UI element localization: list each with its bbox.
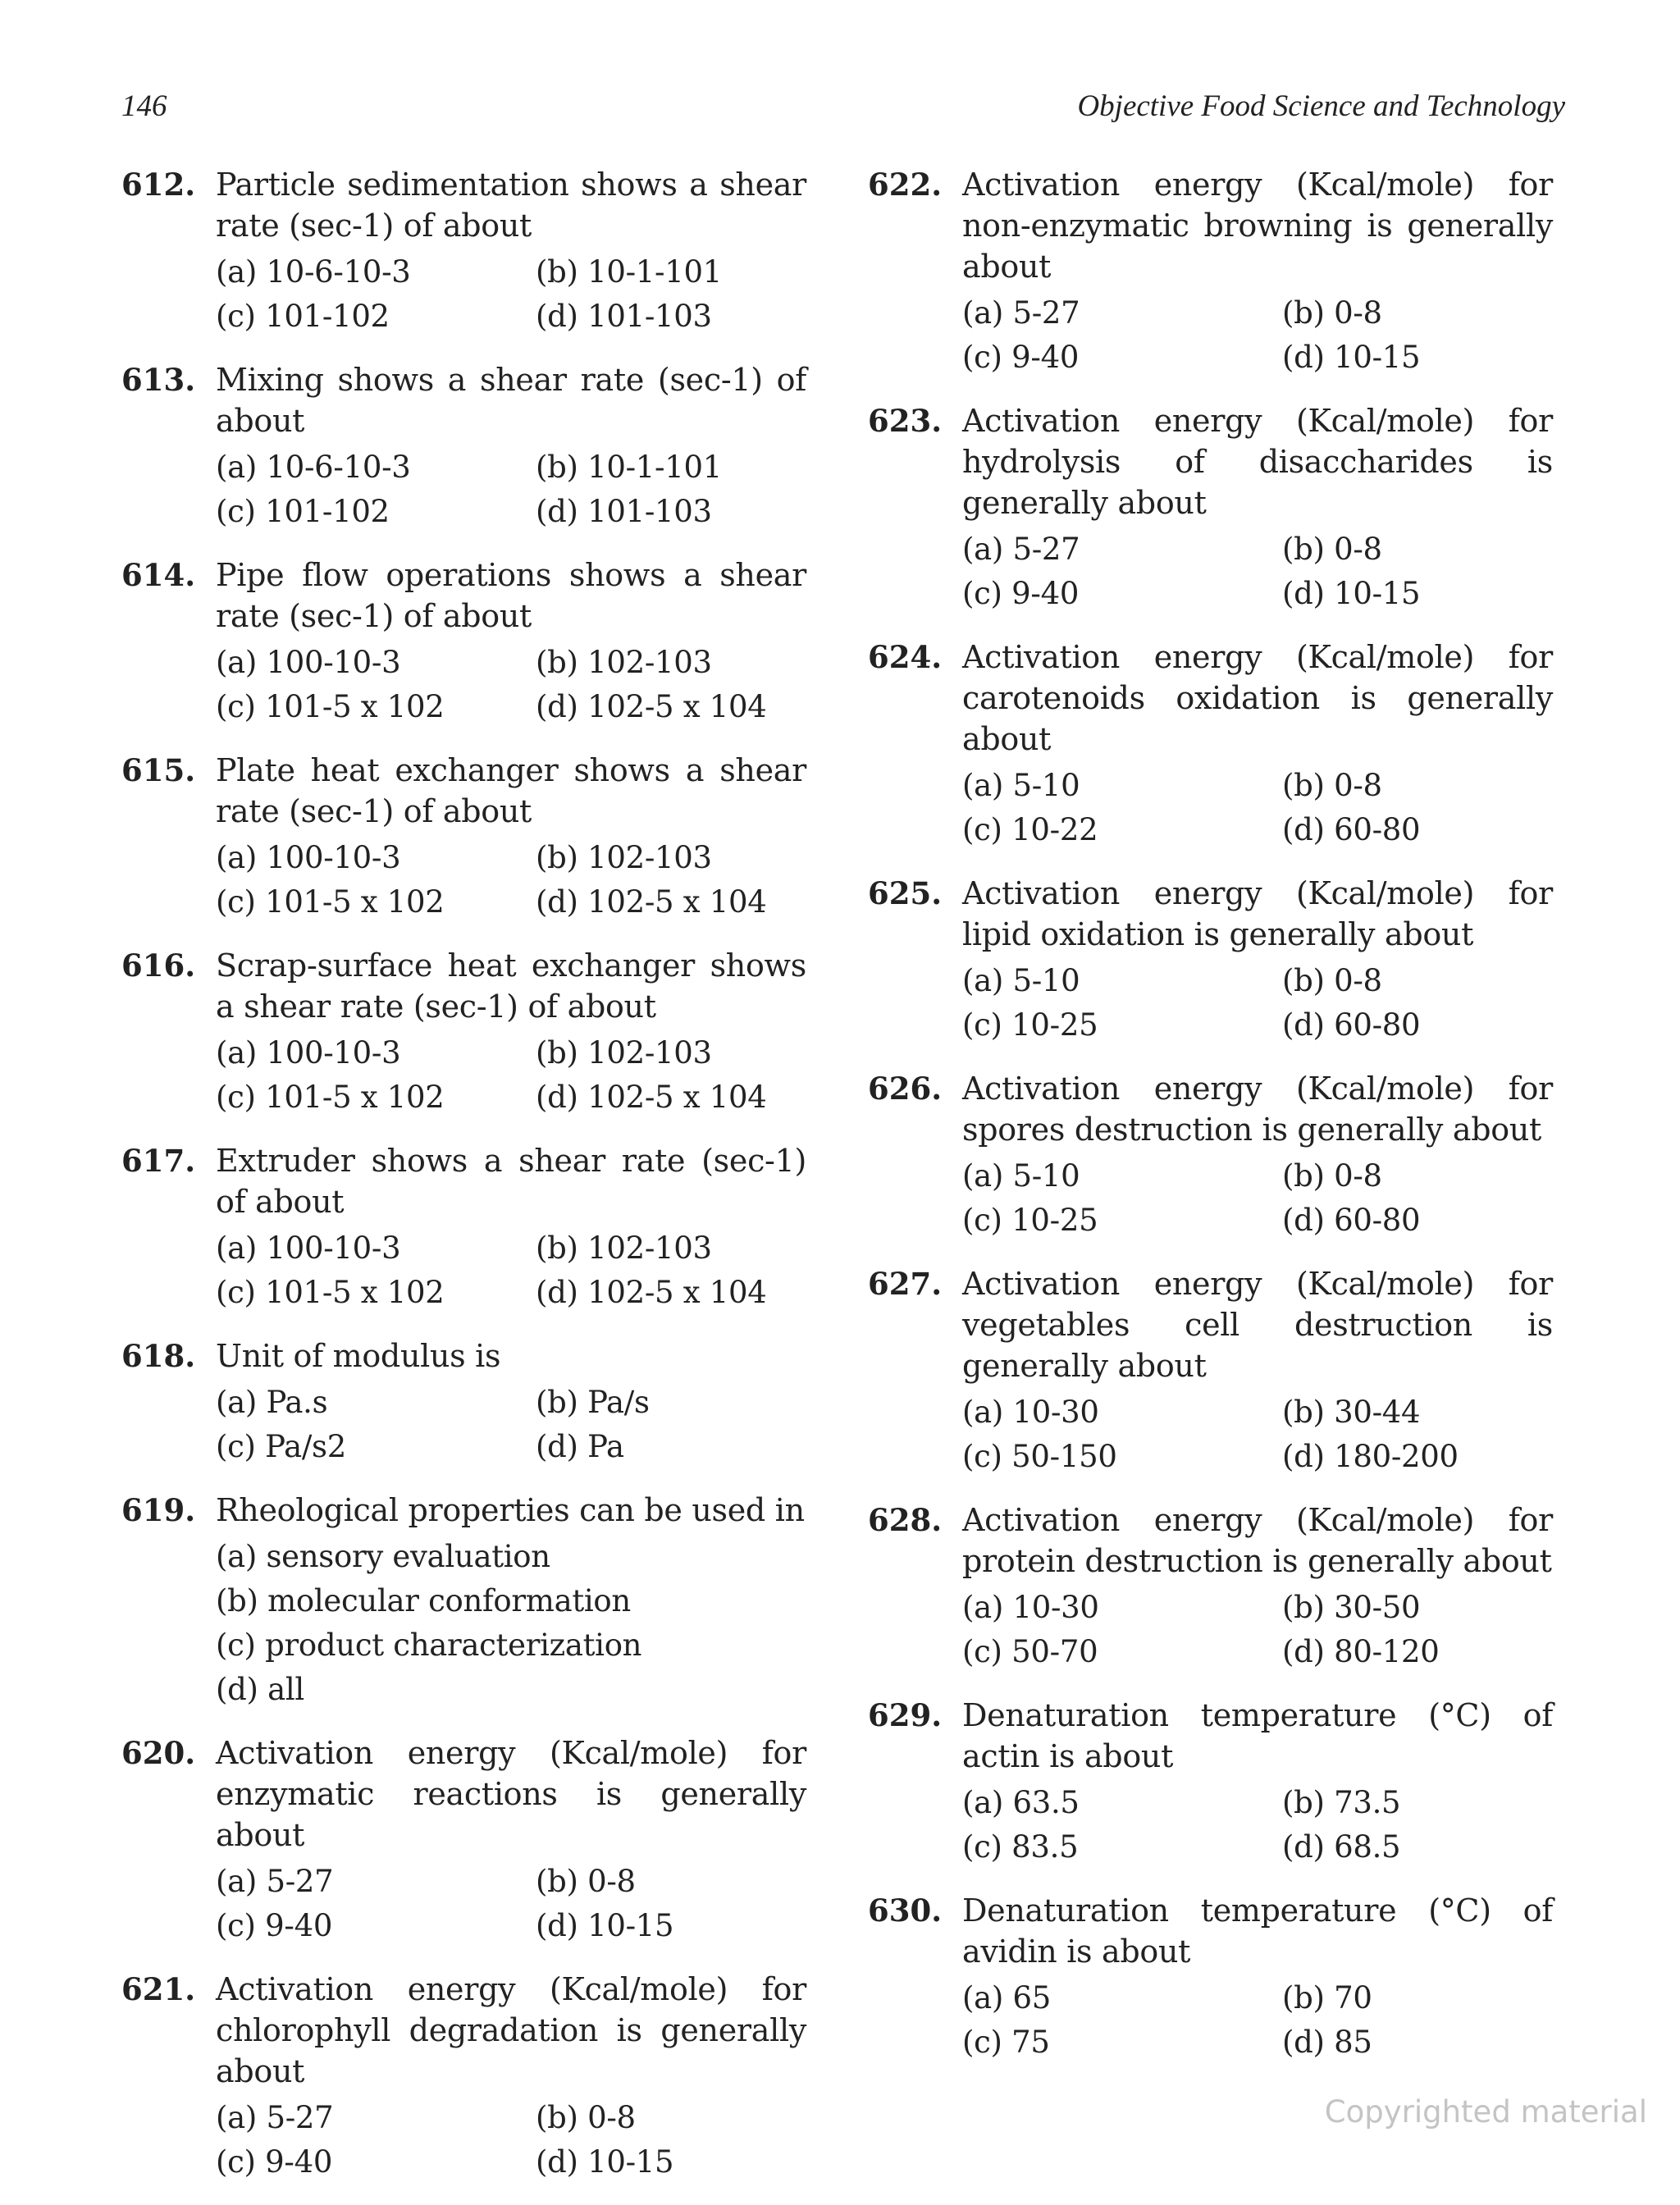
answer-option: (a) 10-30: [962, 1590, 1099, 1625]
question-617: [121, 1140, 806, 1314]
answer-options: [962, 1155, 1553, 1242]
right-column: [868, 164, 1553, 2085]
answer-option: (b) 0-8: [1282, 963, 1382, 998]
answer-option: (a) 100-10-3: [216, 1230, 401, 1266]
question-number: 628.: [868, 1502, 943, 1538]
answer-option: (b) 10-1-101: [536, 450, 722, 485]
answer-option: (c) 9-40: [962, 340, 1080, 375]
question-text: Denaturation temperature (°C) of actin is about: [962, 1697, 1553, 1774]
question-text: Plate heat exchanger shows a shear rate (sec-1) of about: [216, 752, 806, 829]
answer-option: (a) Pa.s: [216, 1385, 328, 1420]
question-text: Activation energy (Kcal/mole) for carotenoids oxidation is generally about: [962, 639, 1553, 757]
answer-option: (d) 60-80: [1282, 1203, 1421, 1238]
answer-option: (d) 60-80: [1282, 812, 1421, 847]
answer-option: (a) 100-10-3: [216, 840, 401, 875]
question-number: 617.: [121, 1143, 196, 1179]
answer-option: (a) sensory evaluation: [216, 1539, 550, 1574]
answer-option: (c) 101-5 x 102: [216, 689, 445, 724]
running-title: Objective Food Science and Technology: [1077, 89, 1565, 123]
answer-option: (d) 102-5 x 104: [536, 1080, 767, 1115]
answer-option: (b) 102-103: [536, 1035, 712, 1071]
question-number: 623.: [868, 403, 943, 439]
answer-option: (d) 102-5 x 104: [536, 689, 767, 724]
answer-option: (c) 10-25: [962, 1203, 1098, 1238]
answer-option: (c) 83.5: [962, 1829, 1079, 1865]
answer-options: [216, 2097, 806, 2184]
answer-option: (d) Pa: [536, 1429, 624, 1464]
answer-option: (d) 85: [1282, 2025, 1372, 2060]
answer-option: (d) all: [216, 1672, 304, 1707]
answer-option: (d) 101-103: [536, 299, 712, 334]
question-630: [868, 1890, 1553, 2064]
answer-option: (c) 101-5 x 102: [216, 1275, 445, 1310]
answer-option: (b) 0-8: [536, 2100, 636, 2135]
question-text: Pipe flow operations shows a shear rate (sec-1) of about: [216, 557, 806, 634]
answer-option: (c) 10-25: [962, 1007, 1098, 1043]
answer-options: [962, 1782, 1553, 1869]
answer-option: (c) 75: [962, 2025, 1050, 2060]
question-text: Unit of modulus is: [216, 1338, 501, 1374]
answer-option: (a) 5-27: [962, 295, 1080, 331]
question-629: [868, 1695, 1553, 1869]
answer-options: [216, 641, 806, 728]
answer-option: (a) 100-10-3: [216, 645, 401, 680]
question-615: [121, 750, 806, 924]
answer-option: (a) 5-27: [216, 2100, 334, 2135]
answer-options: [962, 1977, 1553, 2064]
question-text: Activation energy (Kcal/mole) for non-enzymatic browning is generally about: [962, 167, 1553, 285]
answer-option: (a) 100-10-3: [216, 1035, 401, 1071]
copyright-watermark: Copyrighted material: [1324, 2094, 1647, 2130]
question-text: Activation energy (Kcal/mole) for spores destruction is generally about: [962, 1071, 1553, 1148]
answer-options: [962, 1586, 1553, 1673]
question-number: 613.: [121, 362, 196, 398]
question-number: 625.: [868, 875, 943, 911]
question-text: Activation energy (Kcal/mole) for protein destruction is generally about: [962, 1502, 1553, 1579]
question-text: Activation energy (Kcal/mole) for vegetables cell destruction is generally about: [962, 1266, 1553, 1384]
answer-option: (b) 102-103: [536, 645, 712, 680]
answer-option: (b) 30-44: [1282, 1395, 1421, 1430]
question-614: [121, 555, 806, 728]
answer-option: (d) 10-15: [1282, 340, 1421, 375]
question-612: [121, 164, 806, 338]
question-text: Extruder shows a shear rate (sec-1) of about: [216, 1143, 806, 1220]
page-number: 146: [121, 89, 167, 123]
answer-option: (d) 68.5: [1282, 1829, 1401, 1865]
answer-option: (a) 5-10: [962, 963, 1080, 998]
left-column: [121, 164, 806, 2205]
answer-option: (b) 0-8: [536, 1864, 636, 1899]
answer-options: [962, 765, 1553, 851]
question-number: 624.: [868, 639, 943, 675]
answer-option: (c) 101-102: [216, 299, 390, 334]
answer-option: (d) 10-15: [536, 2144, 674, 2180]
answer-option: (a) 5-27: [216, 1864, 334, 1899]
answer-option: (a) 10-6-10-3: [216, 254, 411, 290]
answer-option: (b) 102-103: [536, 1230, 712, 1266]
question-619: [121, 1490, 806, 1711]
question-text: Rheological properties can be used in: [216, 1492, 805, 1528]
question-620: [121, 1732, 806, 1947]
question-number: 616.: [121, 947, 196, 984]
answer-options: [216, 1032, 806, 1119]
answer-option: (d) 10-15: [1282, 576, 1421, 611]
answer-option: (d) 101-103: [536, 494, 712, 529]
question-text: Mixing shows a shear rate (sec-1) of about: [216, 362, 806, 439]
answer-option: (c) 9-40: [216, 2144, 333, 2180]
answer-options: [216, 1227, 806, 1314]
answer-option: (b) 73.5: [1282, 1785, 1401, 1820]
question-text: Activation energy (Kcal/mole) for chlorophyll degradation is generally about: [216, 1971, 806, 2089]
question-number: 618.: [121, 1338, 196, 1374]
answer-option: (a) 5-10: [962, 768, 1080, 803]
question-626: [868, 1068, 1553, 1242]
answer-option: (c) 101-5 x 102: [216, 884, 445, 920]
answer-option: (b) 70: [1282, 1980, 1372, 2016]
question-616: [121, 945, 806, 1119]
answer-option: (c) 50-70: [962, 1634, 1098, 1669]
answer-options: [216, 1536, 806, 1711]
answer-option: (c) 9-40: [216, 1908, 333, 1943]
question-number: 627.: [868, 1266, 943, 1302]
answer-option: (a) 65: [962, 1980, 1051, 2016]
answer-option: (a) 10-30: [962, 1395, 1099, 1430]
answer-option: (b) 0-8: [1282, 295, 1382, 331]
question-628: [868, 1500, 1553, 1673]
question-number: 620.: [121, 1735, 196, 1771]
question-number: 612.: [121, 167, 196, 203]
answer-option: (b) 0-8: [1282, 768, 1382, 803]
question-625: [868, 873, 1553, 1047]
answer-option: (a) 63.5: [962, 1785, 1080, 1820]
answer-options: [962, 292, 1553, 379]
question-number: 614.: [121, 557, 196, 593]
answer-option: (c) 50-150: [962, 1439, 1117, 1474]
question-627: [868, 1263, 1553, 1478]
answer-options: [962, 960, 1553, 1047]
answer-options: [216, 1860, 806, 1947]
question-text: Activation energy (Kcal/mole) for enzymatic reactions is generally about: [216, 1735, 806, 1853]
question-number: 619.: [121, 1492, 196, 1528]
answer-option: (c) 10-22: [962, 812, 1098, 847]
question-number: 630.: [868, 1892, 943, 1929]
answer-options: [216, 446, 806, 533]
answer-option: (d) 102-5 x 104: [536, 884, 767, 920]
answer-options: [962, 1391, 1553, 1478]
answer-option: (d) 80-120: [1282, 1634, 1440, 1669]
page-header: [121, 89, 1565, 135]
answer-option: (a) 5-27: [962, 532, 1080, 567]
question-621: [121, 1969, 806, 2184]
question-number: 622.: [868, 167, 943, 203]
answer-option: (b) molecular conformation: [216, 1583, 631, 1618]
answer-option: (a) 5-10: [962, 1158, 1080, 1194]
answer-option: (a) 10-6-10-3: [216, 450, 411, 485]
question-text: Scrap-surface heat exchanger shows a shear rate (sec-1) of about: [216, 947, 806, 1025]
answer-option: (d) 10-15: [536, 1908, 674, 1943]
answer-option: (d) 60-80: [1282, 1007, 1421, 1043]
answer-option: (b) 10-1-101: [536, 254, 722, 290]
question-622: [868, 164, 1553, 379]
answer-option: (c) product characterization: [216, 1628, 642, 1663]
answer-option: (b) 0-8: [1282, 1158, 1382, 1194]
answer-option: (b) Pa/s: [536, 1385, 650, 1420]
answer-option: (b) 102-103: [536, 840, 712, 875]
question-number: 629.: [868, 1697, 943, 1733]
answer-options: [216, 837, 806, 924]
answer-option: (b) 30-50: [1282, 1590, 1421, 1625]
question-text: Activation energy (Kcal/mole) for lipid oxidation is generally about: [962, 875, 1553, 952]
answer-option: (c) 9-40: [962, 576, 1080, 611]
question-text: Particle sedimentation shows a shear rate (sec-1) of about: [216, 167, 806, 244]
question-text: Activation energy (Kcal/mole) for hydrolysis of disaccharides is generally about: [962, 403, 1553, 521]
question-618: [121, 1335, 806, 1468]
answer-options: [216, 251, 806, 338]
answer-option: (b) 0-8: [1282, 532, 1382, 567]
question-number: 621.: [121, 1971, 196, 2007]
question-623: [868, 400, 1553, 615]
answer-option: (c) Pa/s2: [216, 1429, 346, 1464]
question-624: [868, 637, 1553, 851]
question-text: Denaturation temperature (°C) of avidin is about: [962, 1892, 1553, 1970]
answer-option: (c) 101-5 x 102: [216, 1080, 445, 1115]
answer-options: [962, 528, 1553, 615]
question-number: 615.: [121, 752, 196, 788]
answer-option: (c) 101-102: [216, 494, 390, 529]
question-number: 626.: [868, 1071, 943, 1107]
answer-options: [216, 1381, 806, 1468]
answer-option: (d) 102-5 x 104: [536, 1275, 767, 1310]
question-613: [121, 359, 806, 533]
answer-option: (d) 180-200: [1282, 1439, 1459, 1474]
